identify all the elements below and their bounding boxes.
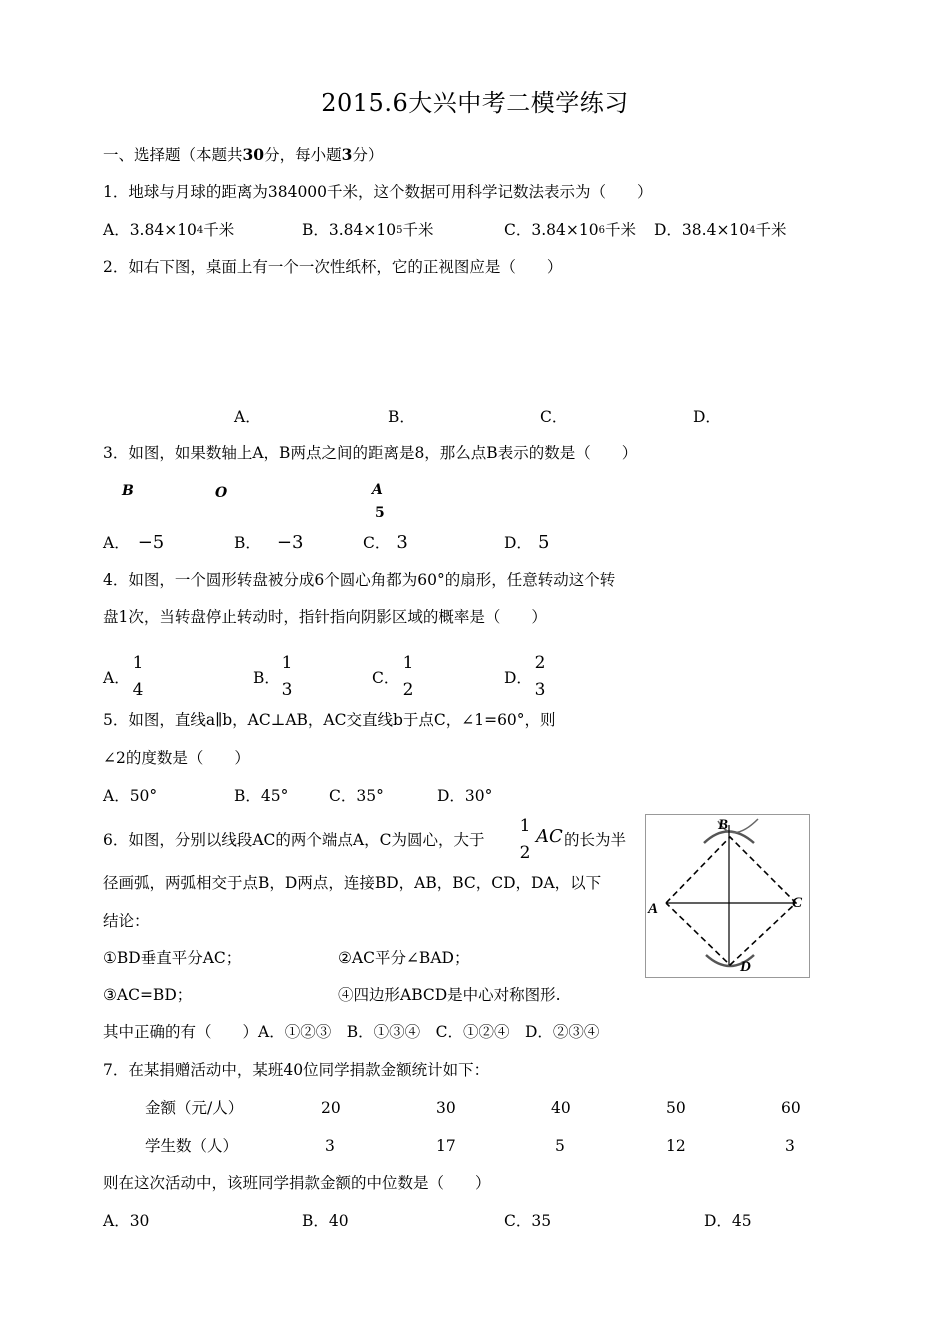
q3-stem: 3．如图，如果数轴上A，B两点之间的距离是8，那么点B表示的数是（ ）	[103, 444, 638, 462]
q2-option-c: C．	[540, 408, 568, 426]
table-cell: 12	[666, 1137, 686, 1155]
q4-option-d-label: D．	[504, 669, 532, 687]
q3-option-a: A． −5	[103, 532, 165, 553]
q4-option-d-num: 2	[534, 653, 546, 673]
q2-stem: 2．如右下图，桌面上有一个一次性纸杯，它的正视图应是（ ）	[103, 258, 563, 276]
q4-option-c-num: 1	[402, 653, 414, 673]
q6-conclusion-4: ④四边形ABCD是中心对称图形.	[338, 986, 561, 1004]
q4-option-a-label: A．	[103, 669, 130, 687]
section-mid: 分，每小题	[264, 146, 342, 164]
q1-stem: 1．地球与月球的距离为384000千米，这个数据可用科学记数法表示为（ ）	[103, 183, 653, 201]
q1-option-a: A．$3.84\times 10^4$千米	[103, 221, 235, 239]
point-a-label: A	[648, 901, 659, 917]
q5-option-c: C．35°	[329, 787, 384, 805]
q4-line2: 盘1次，当转盘停止转动时，指针指向阴影区域的概率是（ ）	[103, 608, 547, 626]
q5-option-a: A．50°	[103, 787, 158, 805]
table-cell: 20	[321, 1099, 341, 1117]
q6-frac-var: AC	[536, 826, 563, 847]
point-c-label: C	[792, 895, 803, 911]
table-cell: 5	[555, 1137, 565, 1155]
q4-option-b-den: 3	[281, 680, 293, 700]
q4-option-a-den: 4	[132, 680, 144, 700]
number-line-value-5: 5	[375, 505, 385, 521]
section-total: 30	[242, 145, 265, 164]
q4-option-b-label: B．	[253, 669, 280, 687]
section-heading	[103, 145, 383, 165]
q3-option-c: C． 3	[363, 532, 408, 553]
q5-option-b: B．45°	[234, 787, 289, 805]
q6-line1-pre: 6．如图，分别以线段AC的两个端点A，C为圆心，大于	[103, 831, 485, 849]
table-cell: 17	[436, 1137, 456, 1155]
number-line-origin: O	[215, 485, 228, 501]
table-cell: 3	[325, 1137, 335, 1155]
q3-option-d: D． 5	[504, 532, 550, 553]
table-cell: 3	[785, 1137, 795, 1155]
q4-option-b-num: 1	[281, 653, 293, 673]
q7-option-a: A．30	[103, 1212, 150, 1230]
table-cell: 60	[781, 1099, 801, 1117]
rhombus-construction-figure	[646, 815, 809, 977]
q7-question: 则在这次活动中，该班同学捐款金额的中位数是（ ）	[103, 1174, 491, 1192]
table-cell: 40	[551, 1099, 571, 1117]
section-prefix: 一、选择题（本题共	[103, 146, 243, 164]
q2-option-d: D．	[693, 408, 721, 426]
q6-conclusion-2: ②AC平分∠BAD；	[338, 949, 470, 967]
q4-line1: 4．如图，一个圆形转盘被分成6个圆心角都为60°的扇形，任意转动这个转	[103, 571, 616, 589]
point-b-label: B	[718, 817, 729, 833]
q7-option-b: B．40	[302, 1212, 349, 1230]
q6-conclusion-3: ③AC=BD；	[103, 986, 193, 1004]
q6-frac-den: 2	[519, 843, 531, 863]
q6-line2: 径画弧，两弧相交于点B，D两点，连接BD，AB，BC，CD，DA，以下	[103, 874, 602, 892]
q7-stem: 7．在某捐赠活动中，某班40位同学捐款金额统计如下：	[103, 1061, 490, 1079]
q5-option-d: D．30°	[437, 787, 493, 805]
q6-line3: 结论：	[103, 912, 150, 930]
q4-option-a-num: 1	[132, 653, 144, 673]
q3-option-b: B． −3	[234, 532, 304, 553]
q6-figure	[645, 814, 810, 978]
table-cell: 30	[436, 1099, 456, 1117]
q4-option-c-den: 2	[402, 680, 414, 700]
q1-option-b: B．$3.84\times 10^5$千米	[302, 221, 434, 239]
section-suffix: 分）	[352, 146, 384, 164]
q1-option-d: D．$38.4\times 10^4$千米	[654, 221, 787, 239]
number-line-point-a: A	[372, 482, 383, 498]
q6-line1-post: 的长为半	[564, 831, 627, 849]
page-title: 2015.6大兴中考二模学练习	[321, 89, 629, 117]
q5-line1: 5．如图，直线a∥b，AC⊥AB，AC交直线b于点C，∠1=60°，则	[103, 711, 556, 729]
table-cell: 50	[666, 1099, 686, 1117]
q7-option-c: C．35	[504, 1212, 552, 1230]
number-line-point-b: B	[122, 483, 134, 499]
q2-option-a: A．	[234, 408, 261, 426]
q7-option-d: D．45	[704, 1212, 752, 1230]
q4-option-c-label: C．	[372, 669, 400, 687]
q5-line2: ∠2的度数是（ ）	[103, 749, 250, 767]
q4-option-d-den: 3	[534, 680, 546, 700]
point-d-label: D	[740, 959, 751, 975]
q6-frac-num: 1	[519, 816, 531, 836]
q6-conclusion-1: ①BD垂直平分AC；	[103, 949, 242, 967]
q2-option-b: B．	[388, 408, 415, 426]
q6-answer-choices: 其中正确的有（ ）A．①②③ B．①③④ C．①②④ D．②③④	[103, 1023, 600, 1041]
section-each: 3	[341, 145, 353, 164]
table-row2-header: 学生数（人）	[145, 1137, 239, 1155]
q1-option-c: C．$3.84\times 10^6$千米	[504, 221, 636, 239]
table-row1-header: 金额（元/人）	[145, 1099, 244, 1117]
